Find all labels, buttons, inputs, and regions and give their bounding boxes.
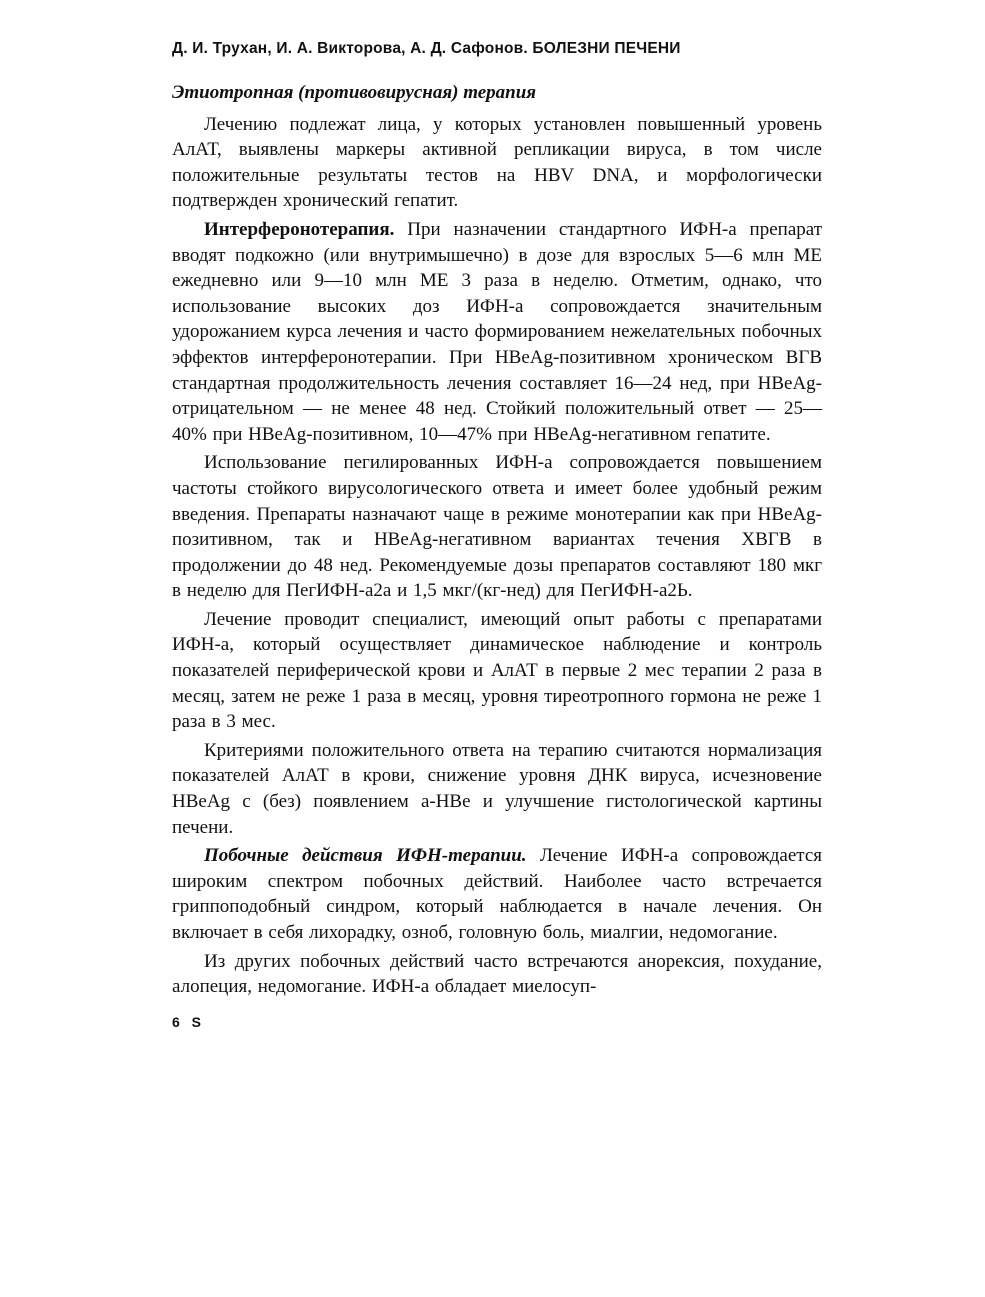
paragraph-2-lead: Интерферонотерапия. [204, 218, 395, 240]
document-page [172, 40, 822, 1030]
paragraph-3: Использование пегилированных ИФН-а сопровождается повышением частоты стойкого вирусологического ответа и имеет более удобный режим введения. Препараты назначают чаще в режиме монотерапии как при HBeAg-позитивном, так и HBeAg-негативном вариантах течения ХВГВ в продолжении до 48 нед. Рекомендуемые дозы препаратов составляют 180 мкг в неделю для ПегИФН-а2а и 1,5 мкг/(кг-нед) для ПегИФН-а2Ь. [172, 452, 822, 602]
paragraph-5: Критериями положительного ответа на терапию считаются нормализация показателей АлАТ в крови, снижение уровня ДНК вируса, исчезновение HBeAg с (без) появлением а-НВе и улучшение гистологической картины печени. [172, 739, 822, 838]
section-title: Этиотропная (противовирусная) терапия [172, 82, 537, 103]
paragraph-6-lead: Побочные действия ИФН-терапии. [204, 845, 527, 867]
paragraph-6 [172, 843, 822, 945]
paragraph-2 [172, 217, 822, 447]
running-head: Д. И. Трухан, И. А. Викторова, А. Д. Сафонов. БОЛЕЗНИ ПЕЧЕНИ [172, 40, 681, 57]
paragraph-6-body: Лечение ИФН-а сопровождается широким спектром побочных действий. Наиболее часто встречается гриппоподобный синдром, который наблюдается в начале лечения. Он включает в себя лихорадку, озноб, головную боль, миалгии, недомогание. [172, 845, 822, 943]
page-number: 6 S [172, 1013, 206, 1030]
paragraph-4: Лечение проводит специалист, имеющий опыт работы с препаратами ИФН-а, который осуществляет динамическое наблюдение и контроль показателей периферической крови и АлАТ в первые 2 мес терапии 2 раза в месяц, затем не реже 1 раза в месяц, уровня тиреотропного гормона не реже 1 раза в 3 мес. [172, 608, 822, 733]
paragraph-2-body: При назначении стандартного ИФН-а препарат вводят подкожно (или внутримышечно) в дозе для взрослых 5—6 млн ME ежедневно или 9—10 млн ME 3 раза в неделю. Отметим, однако, что использование высоких доз ИФН-а сопровождается значительным удорожанием курса лечения и часто формированием нежелательных побочных эффектов интерферонотерапии. При HBeAg-позитивном хроническом ВГВ стандартная продолжительность лечения составляет 16—24 нед, при HBeAg-отрицательном — не менее 48 нед. Стойкий положительный ответ — 25—40% при HBeAg-позитивном, 10—47% при HBeAg-негативном гепатите. [172, 218, 822, 445]
paragraph-7: Из других побочных действий часто встречаются анорексия, похудание, алопеция, недомогание. ИФН-а обладает миелосуп- [172, 950, 822, 998]
paragraph-1: Лечению подлежат лица, у которых установлен повышенный уровень АлАТ, выявлены маркеры активной репликации вируса, в том числе положительные результаты тестов на HBV DNA, и морфологически подтвержден хронический гепатит. [172, 113, 822, 212]
